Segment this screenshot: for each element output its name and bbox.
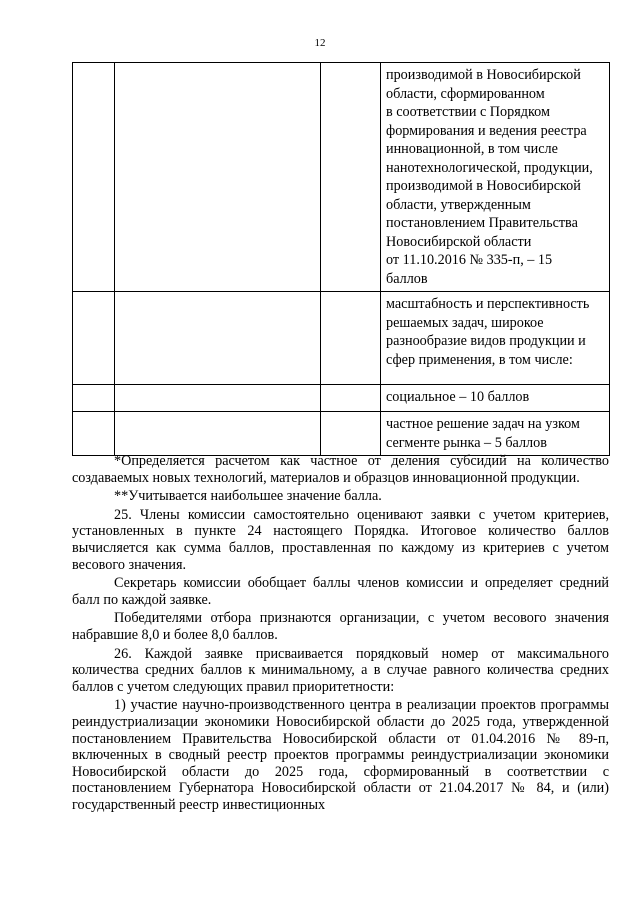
page-number: 12 — [314, 37, 326, 49]
table-cell-criterion — [115, 292, 321, 385]
table-cell-number — [73, 292, 115, 385]
table-cell-score — [381, 385, 610, 412]
table-row — [73, 292, 610, 385]
table-cell-score — [381, 63, 610, 292]
footnote-paragraph: *Определяется расчетом как частное от деления субсидий на количество создаваемых новых технологий, материалов и образцов инновационной продукции. — [72, 453, 609, 486]
table-cell-score — [381, 292, 610, 385]
table-cell-score — [381, 412, 610, 456]
table-cell-weight — [321, 385, 381, 412]
score-text: частное решение задач на узком сегменте рынка – 5 баллов — [386, 416, 580, 451]
table-cell-weight — [321, 412, 381, 456]
table-cell-weight — [321, 292, 381, 385]
table-row — [73, 385, 610, 412]
clause-paragraph: Победителями отбора признаются организации, с учетом весового значения набравшие 8,0 и более 8,0 баллов. — [72, 610, 609, 643]
score-text: производимой в Новосибирской области, сформированном в соответствии с Порядком формирования и ведения реестра инновационной, в том числе нанотехнологической, продукции, производимой в Новосибирской области, утвержденным постановлением Правительства Новосибирской области от 11.10.2016 № 335-п, – 15 баллов — [386, 67, 593, 287]
clause-paragraph: Секретарь комиссии обобщает баллы членов комиссии и определяет средний балл по каждой заявке. — [72, 575, 609, 608]
score-text: социальное – 10 баллов — [386, 389, 530, 405]
footnote-paragraph: **Учитывается наибольшее значение балла. — [114, 488, 382, 505]
table-cell-number — [73, 385, 115, 412]
table-row — [73, 63, 610, 292]
table-cell-criterion — [115, 385, 321, 412]
table-cell-criterion — [115, 63, 321, 292]
table-cell-number — [73, 412, 115, 456]
clause-paragraph: 1) участие научно-производственного центра в реализации проектов программы реиндустриализации экономики Новосибирской области до 2025 года, утвержденной постановлением Правительства Новосибирской области от 01.04.2016 № 89-п, включенных в сводный реестр проектов программы реиндустриализации экономики Новосибирской области до 2025 года, сформированный в соответствии с постановлением Губернатора Новосибирской области от 21.04.2017 № 84, и (или) государственный реестр инвестиционных — [72, 697, 609, 813]
table-cell-weight — [321, 63, 381, 292]
criteria-table — [72, 62, 610, 456]
clause-paragraph: 26. Каждой заявке присваивается порядковый номер от максимального количества средних баллов к минимальному, а в случае равного количества средних баллов с учетом следующих правил приоритетности: — [72, 645, 609, 695]
clause-paragraph: 25. Члены комиссии самостоятельно оценивают заявки с учетом критериев, установленных в пункте 24 настоящего Порядка. Итоговое количество баллов вычисляется как сумма баллов, проставленная по каждому из критериев с учетом весового значения. — [72, 506, 609, 573]
table-row — [73, 412, 610, 456]
score-text: масштабность и перспективность решаемых задач, широкое разнообразие видов продукции и сфер применения, в том числе: — [386, 296, 590, 368]
table-cell-number — [73, 63, 115, 292]
table-cell-criterion — [115, 412, 321, 456]
document-body — [72, 453, 609, 815]
